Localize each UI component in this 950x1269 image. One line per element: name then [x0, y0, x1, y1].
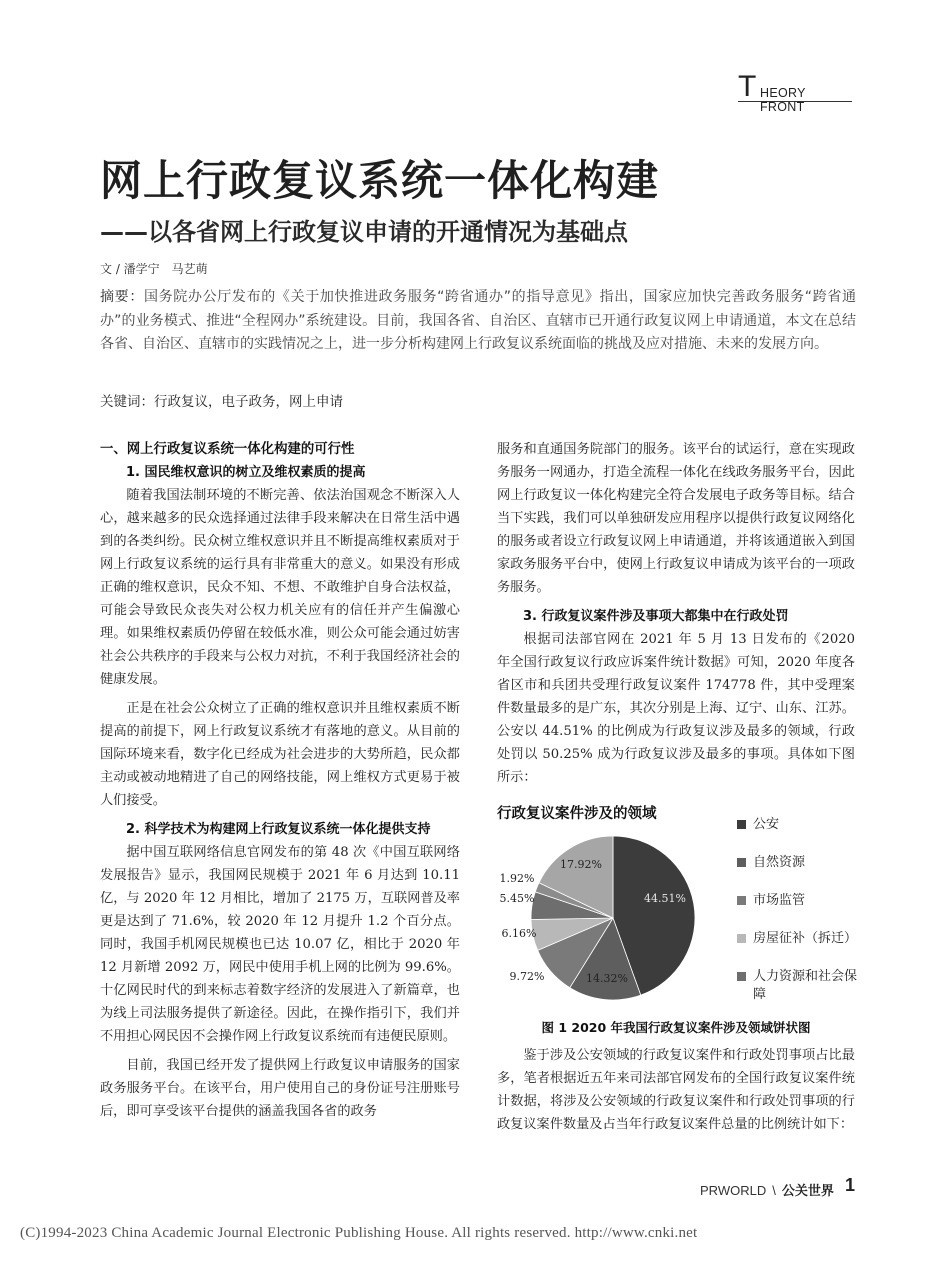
right-column-continued [497, 1044, 855, 1136]
footer-brand: PRWORLD [700, 1183, 767, 1198]
page-number: 1 [845, 1175, 856, 1195]
paragraph: 正是在社会公众树立了正确的维权意识并且维权素质不断提高的前提下，网上行政复议系统才有落地的意义。从目前的国际环境来看，数字化已经成为社会进步的大势所趋，民众都主动或被动地精进了自己的网络技能，网上维权方式更易于被人们接受。 [100, 701, 460, 808]
paragraph: 目前，我国已经开发了提供网上行政复议申请服务的国家政务服务平台。在该平台，用户使用自己的身份证号注册账号后，即可享受该平台提供的涵盖我国各省的政务 [100, 1058, 460, 1119]
legend-label: 房屋征补（拆迁） [753, 931, 858, 946]
subsection-heading: 1. 国民维权意识的树立及维权素质的提高 [126, 465, 366, 480]
journal-section-brand [738, 70, 852, 114]
paragraph: 根据司法部官网在 2021 年 5 月 13 日发布的《2020 年全国行政复议行政应诉案件统计数据》可知，2020 年度各省区市和兵团共受理行政复议案件 174778 件，其中受理案件数量最多的是广东，其次分别是上海、辽宁、山东、江苏。公安以 44.51% 的比例成为行政复议涉及最多的领域，行政处罚以 50.25% 成为行政复议涉及最多的事项。具体如下图所示： [497, 632, 855, 785]
left-column [100, 438, 460, 1123]
article-title: 网上行政复议系统一体化构建 [100, 156, 660, 205]
running-footer [700, 1180, 834, 1199]
legend-label: 自然资源 [753, 855, 806, 870]
footer-magazine: 公关世界 [781, 1184, 834, 1199]
figure-pie-chart [497, 800, 858, 1015]
brand-initial: T [738, 70, 757, 103]
abstract-text: 国务院办公厅发布的《关于加快推进政务服务“跨省通办”的指导意见》指出，国家应加快完善政务服务“跨省通办”的业务模式、推进“全程网办”系统建设。目前，我国各省、自治区、直辖市已开通行政复议网上申请通道，本文在总结各省、自治区、直辖市的实践情况之上，进一步分析构建网上行政复议系统面临的挑战及应对措施、未来的发展方向。 [100, 289, 856, 352]
pie-data-label: 44.51% [644, 892, 686, 905]
legend-item [737, 930, 857, 948]
legend-item [737, 968, 857, 1004]
author-byline: 文 / 潘学宁 马艺萌 [100, 262, 208, 276]
paragraph: 鉴于涉及公安领域的行政复议案件和行政处罚事项占比最多，笔者根据近五年来司法部官网发布的全国行政复议案件统计数据，将涉及公安领域的行政复议案件和行政处罚事项的行政复议案件数量及占当年行政复议案件总量的比例统计如下： [497, 1048, 855, 1132]
right-column [497, 438, 855, 789]
legend-item [737, 854, 857, 872]
pie-data-label: 9.72% [509, 970, 545, 983]
chart-title: 行政复议案件涉及的领域 [497, 806, 657, 822]
pie-data-label: 14.32% [586, 972, 628, 985]
pie-data-label: 17.92% [560, 858, 602, 871]
subsection-heading: 3. 行政复议案件涉及事项大都集中在行政处罚 [523, 609, 789, 624]
figure-caption: 图 1 2020 年我国行政复议案件涉及领域饼状图 [541, 1020, 811, 1035]
abstract [100, 286, 856, 357]
paragraph: 服务和直通国务院部门的服务。该平台的试运行，意在实现政务服务一网通办，打造全流程一体化在线政务服务平台，因此网上行政复议一体化构建完全符合发展电子政务等目标。结合当下实践，我们可以单独研发应用程序以提供行政复议网络化的服务或者设立行政复议网上申请通道，并将该通道嵌入到国家政务服务平台中，使网上行政复议申请成为该平台的一项政务服务。 [497, 442, 855, 595]
article-subtitle: ——以各省网上行政复议申请的开通情况为基础点 [100, 218, 628, 246]
legend-label: 人力资源和社会保障 [753, 969, 858, 1002]
brand-text: HEORY FRONT [760, 86, 806, 114]
legend-label: 公安 [753, 817, 780, 832]
keywords: 关键词：行政复议，电子政务，网上申请 [100, 394, 343, 410]
copyright-notice: (C)1994-2023 China Academic Journal Electronic Publishing House. All rights reserved. http://www.cnki.net [20, 1225, 698, 1241]
paragraph: 随着我国法制环境的不断完善、依法治国观念不断深入人心，越来越多的民众选择通过法律手段来解决在日常生活中遇到的各类纠纷。民众树立维权意识并且不断提高维权素质对于网上行政复议系统的运行具有非常重大的意义。如果没有形成正确的维权意识，民众不知、不想、不敢维护自身合法权益，可能会导致民众丧失对公权力机关应有的信任并产生偏激心理。如果维权素质仍停留在较低水准，则公众可能会通过妨害社会公共秩序的手段来与公权力对抗，不利于我国经济社会的健康发展。 [100, 488, 460, 687]
legend-label: 市场监管 [753, 893, 806, 908]
legend-swatch [737, 972, 746, 981]
legend-item [737, 892, 857, 910]
brand-rule [738, 101, 852, 102]
abstract-label: 摘要： [100, 289, 144, 305]
paragraph: 据中国互联网络信息官网发布的第 48 次《中国互联网络发展报告》显示，我国网民规模于 2021 年 6 月达到 10.11 亿，与 2020 年 12 月相比，增加了 2175 万，互联网普及率更是达到了 71.6%，较 2020 年 12 月提升 1.2 个百分点。同时，我国手机网民规模也已达 10.07 亿，相比于 2020 年 12 月新增 2092 万，网民中使用手机上网的比例为 99.6%。十亿网民时代的到来标志着数字经济的发展进入了新篇章，也为线上司法服务提供了新途径。因此，在操作指引下，我们并不用担心网民因不会操作网上行政复议系统而有违便民原则。 [100, 845, 460, 1044]
legend-item [737, 816, 857, 834]
legend-swatch [737, 820, 746, 829]
pie-data-label: 5.45% [499, 892, 535, 905]
legend-swatch [737, 934, 746, 943]
legend-swatch [737, 896, 746, 905]
pie-chart-svg [497, 800, 737, 1015]
legend-swatch [737, 858, 746, 867]
pie-data-label: 1.92% [499, 872, 535, 885]
pie-data-label: 6.16% [501, 927, 537, 940]
section-heading: 一、网上行政复议系统一体化构建的可行性 [100, 442, 355, 457]
footer-separator: \ [772, 1183, 776, 1198]
subsection-heading: 2. 科学技术为构建网上行政复议系统一体化提供支持 [126, 822, 431, 837]
